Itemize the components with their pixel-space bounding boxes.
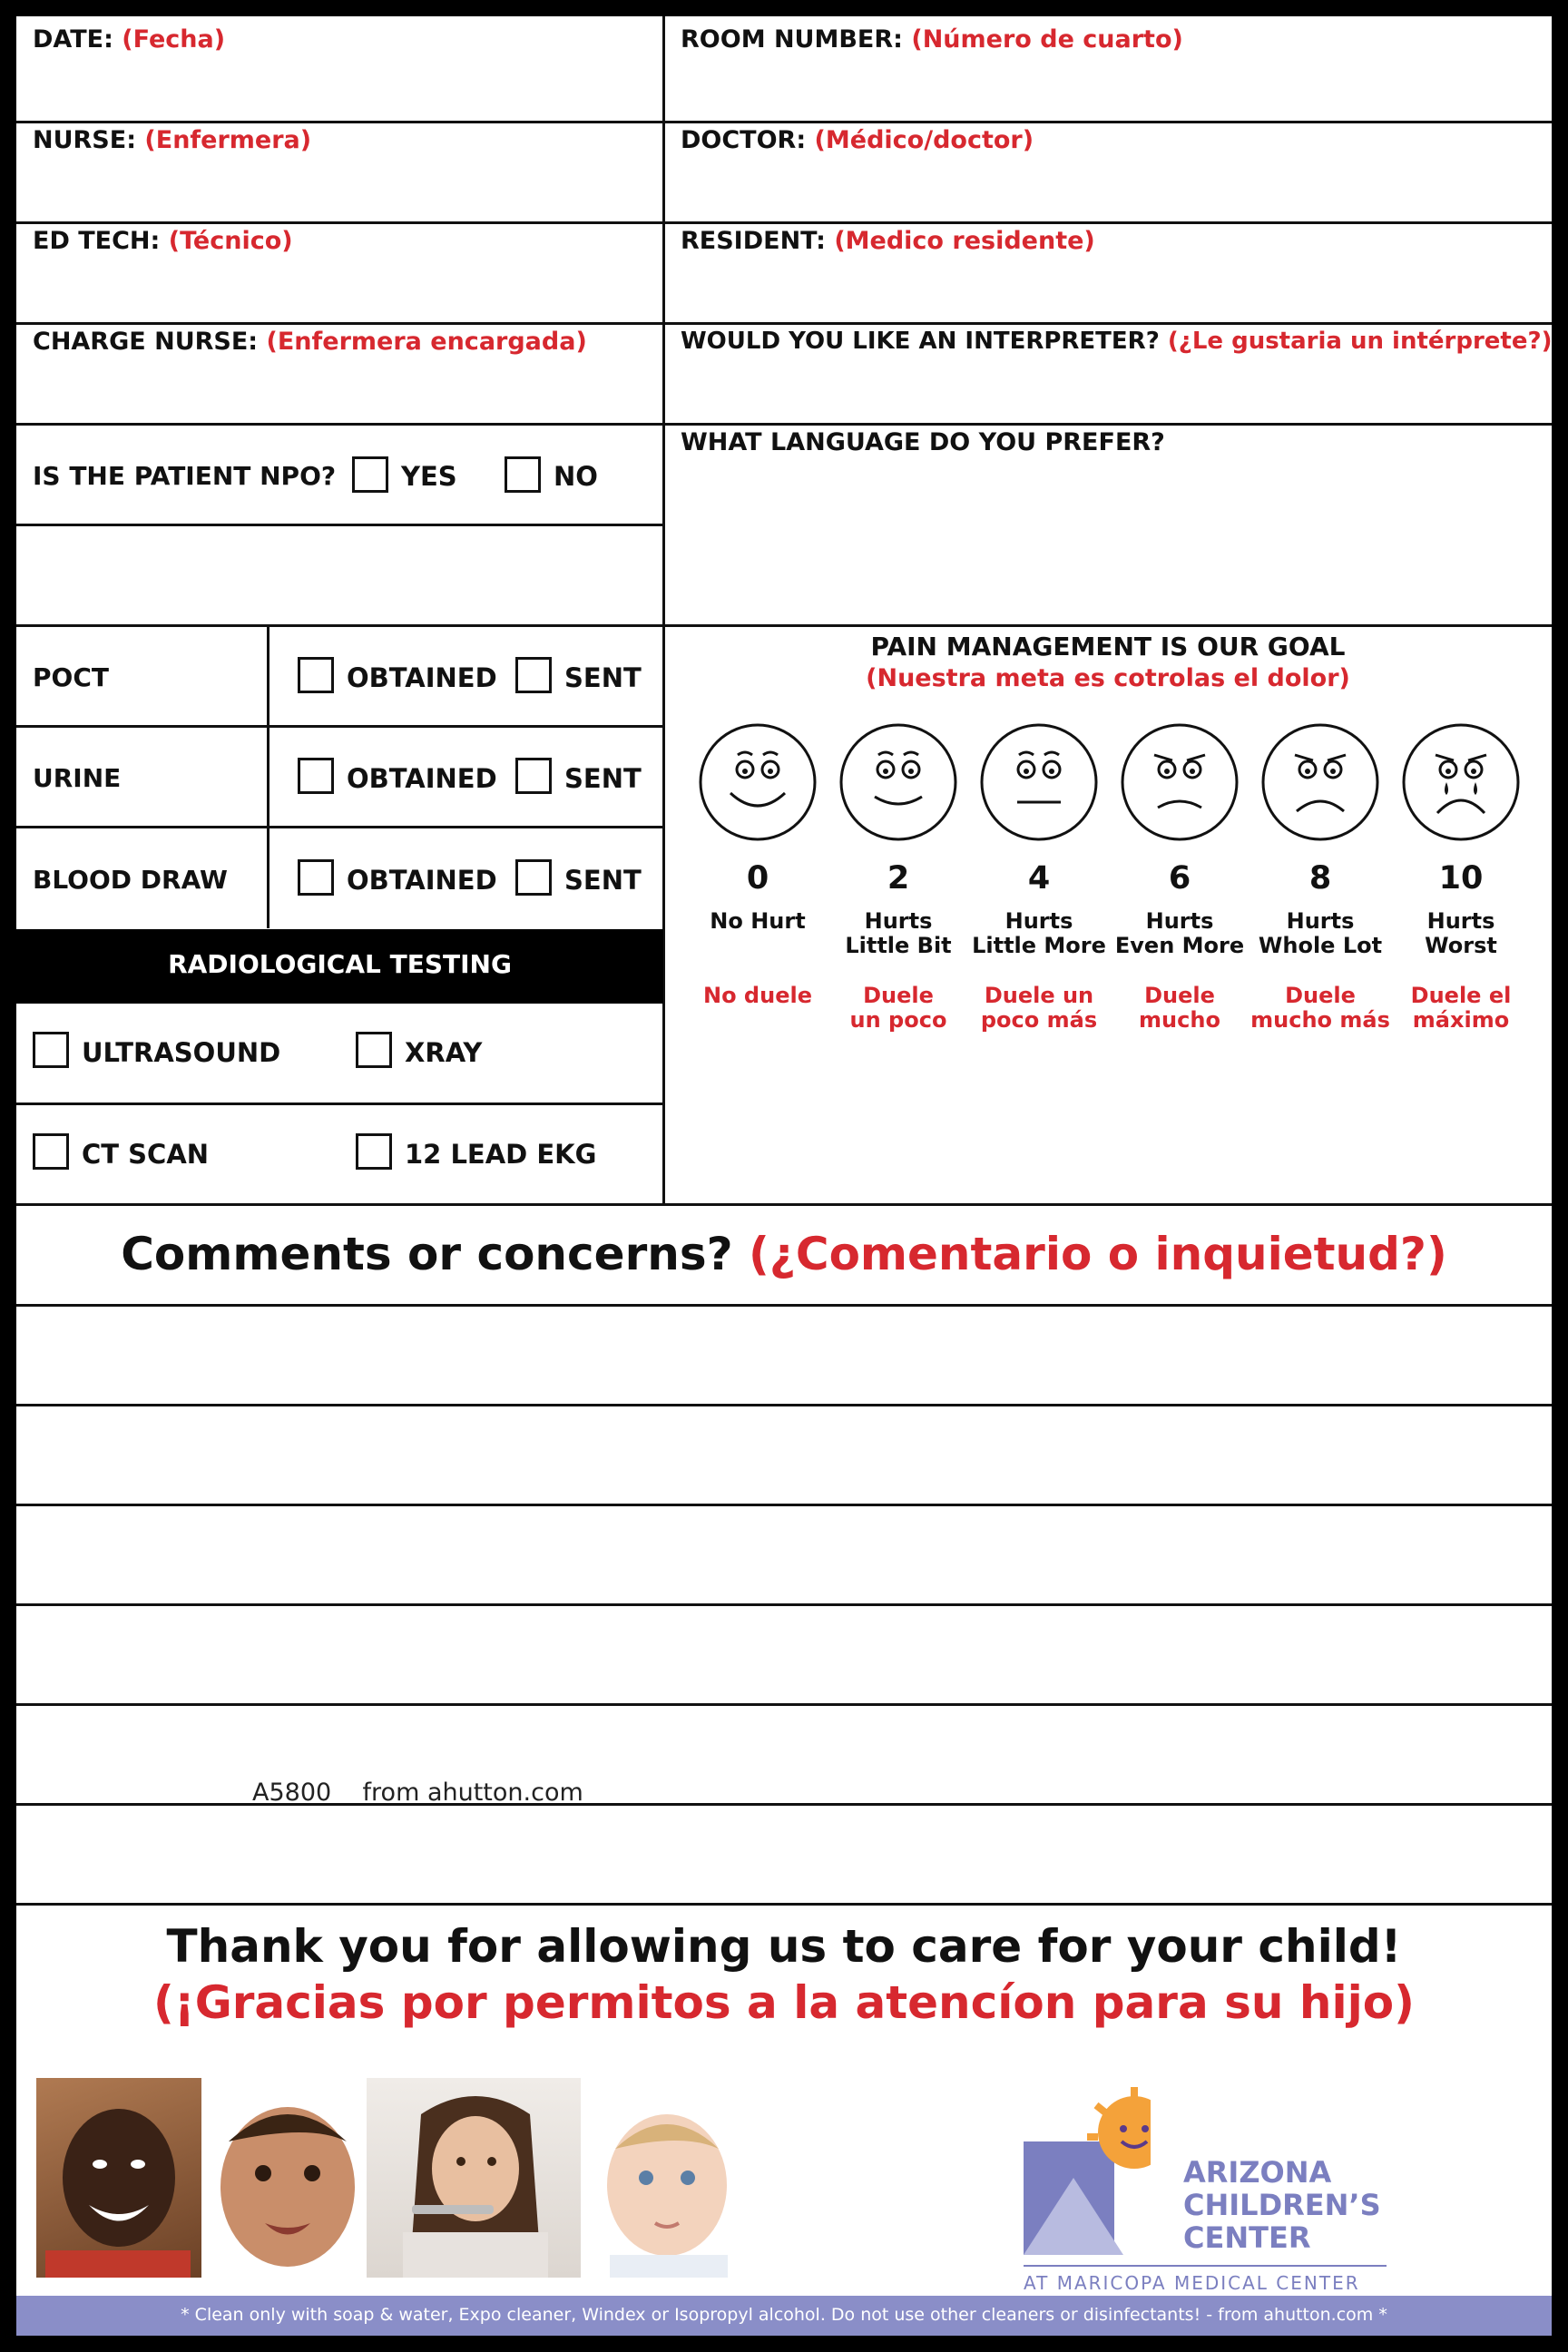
divider xyxy=(16,1203,1552,1206)
room-number-label: ROOM NUMBER: (Número de cuarto) xyxy=(681,25,1183,54)
divider xyxy=(16,221,1552,224)
pain-title: PAIN MANAGEMENT IS OUR GOAL xyxy=(870,632,1346,662)
ct-scan-label: CT SCAN xyxy=(82,1139,210,1170)
arizona-childrens-logo xyxy=(1024,2087,1405,2305)
urine-label: URINE xyxy=(33,763,122,793)
blood-draw-sent-checkbox[interactable] xyxy=(515,859,552,896)
poct-sent-checkbox[interactable] xyxy=(515,657,552,693)
comment-line xyxy=(16,1404,1552,1406)
divider xyxy=(16,423,1552,426)
divider xyxy=(16,322,1552,325)
divider xyxy=(16,524,663,526)
pain-face-icon xyxy=(1401,722,1521,842)
column-divider xyxy=(267,624,270,928)
urine-sent-checkbox[interactable] xyxy=(515,758,552,794)
nurse-label: NURSE: (Enfermera) xyxy=(33,126,312,154)
comment-line xyxy=(16,1304,1552,1307)
column-divider xyxy=(662,16,665,1205)
pain-level-number: 2 xyxy=(887,860,910,897)
ekg-label: 12 LEAD EKG xyxy=(405,1139,597,1170)
logo-text: ARIZONA CHILDREN’S CENTER xyxy=(1183,2155,1381,2255)
xray-checkbox[interactable] xyxy=(356,1032,392,1068)
blood-draw-label: BLOOD DRAW xyxy=(33,865,228,895)
pain-level-english: No Hurt xyxy=(710,908,806,934)
pain-level-number: 6 xyxy=(1168,860,1191,897)
ultrasound-checkbox[interactable] xyxy=(33,1032,69,1068)
form-code: A5800 from ahutton.com xyxy=(252,1779,583,1807)
sun-logo-icon xyxy=(1024,2087,1151,2269)
interpreter-label: WOULD YOU LIKE AN INTERPRETER? (¿Le gustaria un intérprete?) xyxy=(681,328,1552,355)
whiteboard-form xyxy=(16,16,1552,2336)
logo-subtitle: AT MARICOPA MEDICAL CENTER xyxy=(1024,2272,1360,2294)
pain-subtitle: (Nuestra meta es cotrolas el dolor) xyxy=(866,664,1350,692)
child-photo xyxy=(583,2078,751,2278)
pain-level-english: Hurts Little Bit xyxy=(845,908,952,958)
pain-level-number: 4 xyxy=(1027,860,1051,897)
poct-obtained-checkbox[interactable] xyxy=(298,657,334,693)
divider xyxy=(16,1102,663,1105)
pain-level-spanish: Duele un poco xyxy=(849,983,947,1033)
pain-level-english: Hurts Whole Lot xyxy=(1258,908,1383,958)
resident-label: RESIDENT: (Medico residente) xyxy=(681,227,1095,255)
comment-line xyxy=(16,1603,1552,1606)
npo-yes-label: YES xyxy=(401,461,457,492)
child-photo xyxy=(201,2078,365,2278)
comments-heading: Comments or concerns? (¿Comentario o inquietud?) xyxy=(121,1228,1447,1280)
pain-level-number: 8 xyxy=(1308,860,1332,897)
divider xyxy=(16,121,1552,123)
pain-level-number: 0 xyxy=(746,860,769,897)
urine-sent-label: SENT xyxy=(564,763,642,794)
urine-obtained-checkbox[interactable] xyxy=(298,758,334,794)
divider xyxy=(16,624,1552,627)
pain-level-spanish: Duele el máximo xyxy=(1410,983,1512,1033)
cleaning-note-band xyxy=(16,2296,1552,2336)
poct-label: POCT xyxy=(33,662,109,692)
charge-nurse-label: CHARGE NURSE: (Enfermera encargada) xyxy=(33,328,587,356)
pain-face-icon xyxy=(698,722,818,842)
language-label: WHAT LANGUAGE DO YOU PREFER? xyxy=(681,428,1165,456)
divider xyxy=(16,725,663,728)
date-label: DATE: (Fecha) xyxy=(33,25,226,54)
npo-label: IS THE PATIENT NPO? xyxy=(33,461,337,491)
poct-sent-label: SENT xyxy=(564,662,642,693)
thanks-english: Thank you for allowing us to care for your child! xyxy=(166,1920,1402,1973)
blood-draw-obtained-checkbox[interactable] xyxy=(298,859,334,896)
child-photo xyxy=(36,2078,201,2278)
npo-no-label: NO xyxy=(554,461,598,492)
npo-no-checkbox[interactable] xyxy=(505,456,541,493)
pain-level-number: 10 xyxy=(1438,860,1484,897)
xray-label: XRAY xyxy=(405,1037,483,1068)
poct-obtained-label: OBTAINED xyxy=(347,662,497,693)
ekg-checkbox[interactable] xyxy=(356,1133,392,1170)
pain-level-spanish: No duele xyxy=(703,983,812,1008)
cleaning-note: * Clean only with soap & water, Expo cleaner, Windex or Isopropyl alcohol. Do not use other cleaners or disinfectants! - from ahutton.com * xyxy=(181,2305,1387,2325)
pain-face-icon xyxy=(1260,722,1380,842)
thanks-spanish: (¡Gracias por permitos a la atencíon para su hijo) xyxy=(153,1976,1415,2029)
comment-line xyxy=(16,1803,1552,1806)
pain-level-spanish: Duele un poco más xyxy=(980,983,1098,1033)
pain-level-english: Hurts Even More xyxy=(1114,908,1245,958)
pain-level-spanish: Duele mucho más xyxy=(1250,983,1390,1033)
radiology-header xyxy=(16,929,663,1004)
pain-level-spanish: Duele mucho xyxy=(1139,983,1220,1033)
pain-face-icon xyxy=(838,722,958,842)
doctor-label: DOCTOR: (Médico/doctor) xyxy=(681,126,1034,154)
pain-level-english: Hurts Little More xyxy=(972,908,1106,958)
pain-face-icon xyxy=(1120,722,1240,842)
urine-obtained-label: OBTAINED xyxy=(347,763,497,794)
ed-tech-label: ED TECH: (Técnico) xyxy=(33,227,293,255)
comment-line xyxy=(16,1903,1552,1906)
comment-line xyxy=(16,1504,1552,1506)
logo-rule xyxy=(1024,2265,1387,2267)
ct-scan-checkbox[interactable] xyxy=(33,1133,69,1170)
pain-level-english: Hurts Worst xyxy=(1425,908,1497,958)
blood-draw-obtained-label: OBTAINED xyxy=(347,865,497,896)
blood-draw-sent-label: SENT xyxy=(564,865,642,896)
divider xyxy=(16,826,663,828)
pain-face-icon xyxy=(979,722,1099,842)
npo-yes-checkbox[interactable] xyxy=(352,456,388,493)
child-photo xyxy=(367,2078,581,2278)
comment-line xyxy=(16,1703,1552,1706)
radiology-title: RADIOLOGICAL TESTING xyxy=(168,949,512,979)
ultrasound-label: ULTRASOUND xyxy=(82,1037,281,1068)
